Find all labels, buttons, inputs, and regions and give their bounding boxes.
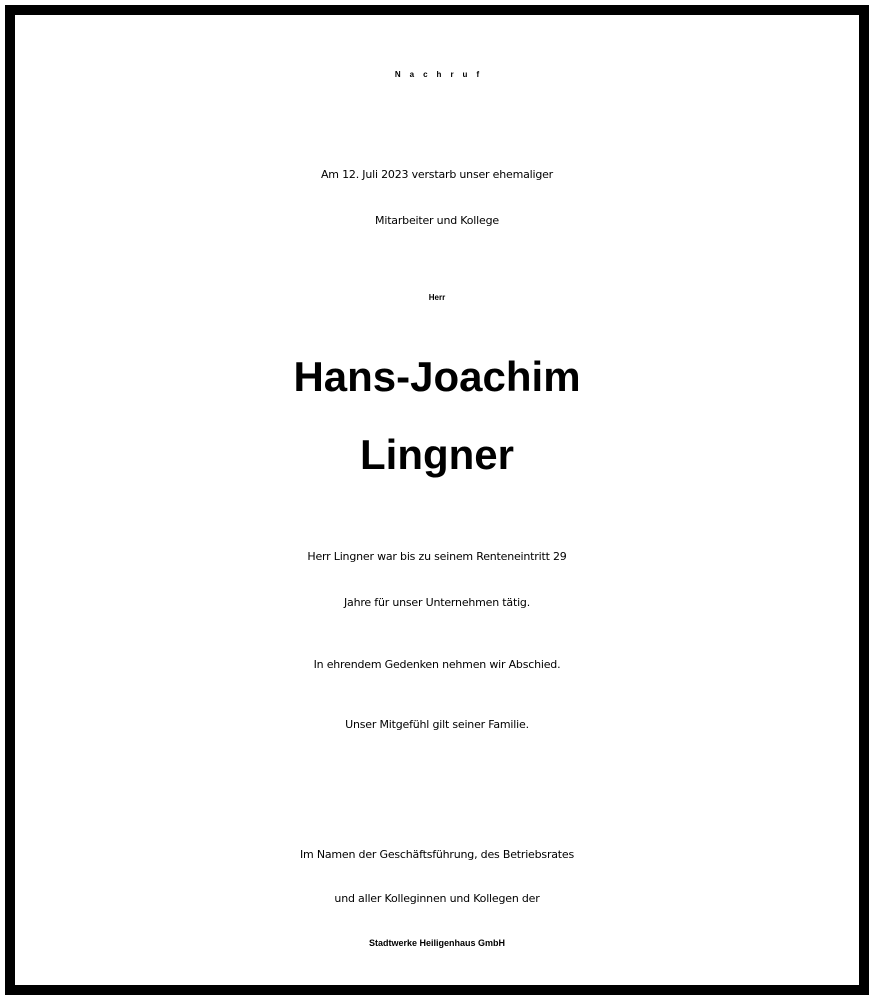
deceased-first-name: Hans-Joachim [293, 353, 581, 400]
body-line-2: Jahre für unser Unternehmen tätig. [343, 596, 531, 609]
salutation: Herr [428, 293, 446, 302]
body-line-1: Herr Lingner war bis zu seinem Renteneintritt 29 [307, 550, 567, 563]
signoff-line-2: und aller Kolleginnen und Kollegen der [334, 892, 540, 905]
sympathy-line: Unser Mitgefühl gilt seiner Familie. [345, 718, 529, 731]
intro-line-1: Am 12. Juli 2023 verstarb unser ehemaliger [320, 168, 554, 181]
intro-line-2: Mitarbeiter und Kollege [375, 214, 499, 227]
deceased-last-name: Lingner [360, 431, 514, 478]
notice-title: Nachruf [394, 70, 489, 79]
company-name: Stadtwerke Heiligenhaus GmbH [368, 938, 506, 948]
signoff-line-1: Im Namen der Geschäftsführung, des Betriebsrates [299, 848, 575, 861]
obituary-notice-frame [5, 5, 869, 995]
remembrance-line: In ehrendem Gedenken nehmen wir Abschied. [313, 658, 561, 671]
